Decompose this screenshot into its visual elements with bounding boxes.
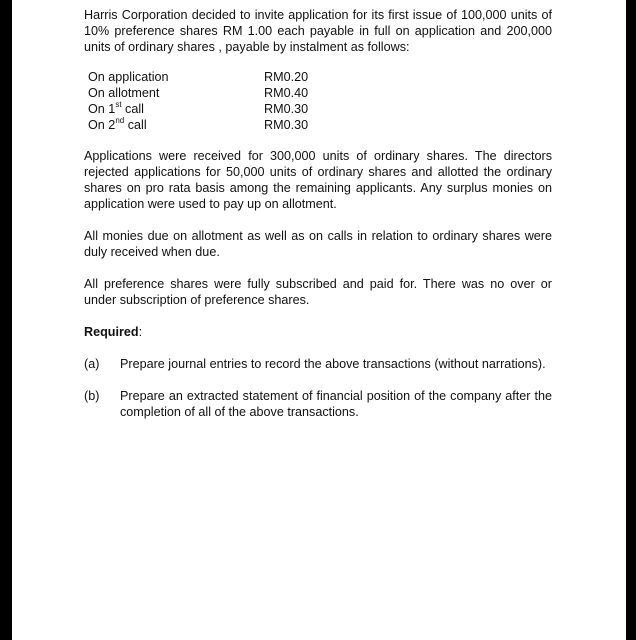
installment-amount: RM0.30	[264, 118, 309, 132]
ordinal-suffix: st	[115, 99, 122, 109]
question-item	[84, 388, 552, 420]
ordinal-suffix: nd	[115, 115, 125, 125]
installment-label: On allotment	[88, 86, 160, 100]
question-label: (a)	[84, 357, 100, 371]
installment-row	[88, 69, 552, 85]
installment-amount: RM0.30	[264, 102, 309, 116]
applications-paragraph: Applications were received for 300,000 units of ordinary shares. The directors rejected applications for 50,000 units of ordinary shares and allotted the ordinary shares on pro rata basis among the remaining applicants. Any surplus monies on application were used to pay up on allotment.	[84, 149, 552, 211]
installment-row	[88, 101, 552, 117]
document-page	[12, 0, 626, 640]
document-body	[84, 7, 552, 436]
question-text: Prepare an extracted statement of financial position of the company after the completion of all of the above transactions.	[120, 389, 552, 419]
preference-paragraph: All preference shares were fully subscribed and paid for. There was no over or under subscription of preference shares.	[84, 277, 552, 307]
installment-schedule	[88, 69, 552, 133]
monies-paragraph: All monies due on allotment as well as on calls in relation to ordinary shares were duly received when due.	[84, 229, 552, 259]
installment-row	[88, 117, 552, 133]
installment-label: On 2nd call	[88, 115, 147, 132]
installment-amount: RM0.20	[264, 70, 309, 84]
question-item	[84, 356, 552, 372]
required-heading: Required:	[84, 325, 143, 339]
installment-label: On application	[88, 70, 169, 84]
question-label: (b)	[84, 389, 100, 403]
installment-row	[88, 85, 552, 101]
intro-paragraph: Harris Corporation decided to invite application for its first issue of 100,000 units of 10% preference shares RM 1.00 each payable in full on application and 200,000 units of ordinary shares , payable by instalment as follows:	[84, 8, 552, 54]
installment-label: On 1st call	[88, 99, 144, 116]
installment-amount: RM0.40	[264, 86, 309, 100]
question-text: Prepare journal entries to record the above transactions (without narrations).	[120, 357, 546, 371]
